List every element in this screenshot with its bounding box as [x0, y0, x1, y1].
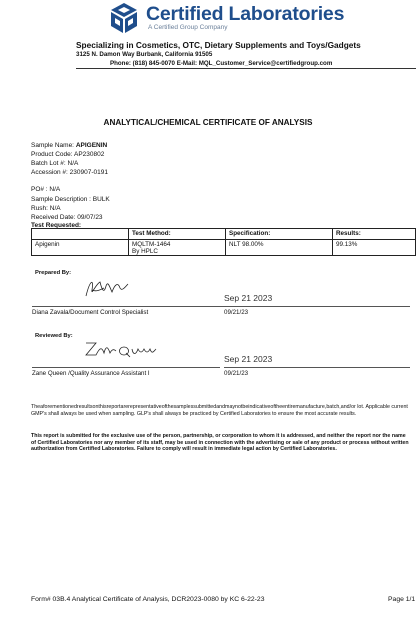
table-row	[32, 240, 416, 256]
header-method: Test Method:	[129, 229, 226, 240]
test-requested-label: Test Requested:	[31, 222, 82, 229]
prepared-name: Diana Zavala/Document Control Specialist	[32, 309, 149, 316]
po-number: PO# : N/A	[31, 186, 61, 193]
reviewed-name: Zane Queen /Quality Assurance Assistant I	[32, 370, 150, 377]
rush: Rush: N/A	[31, 205, 61, 212]
header-divider	[76, 68, 416, 69]
row-spec: NLT 98.00%	[226, 240, 333, 256]
reviewed-date-line	[224, 367, 410, 368]
prepared-by-label: Prepared By:	[35, 270, 72, 276]
row-method-line2: By HPLC	[132, 247, 158, 255]
usage-notice: This report is submitted for the exclusive use of the person, partnership, or corporation to whom it is addressed, and neither the report nor the name of Certified Laboratories nor any member of its staff, may be used in connection with the advertising or sale of any product or process without written authorization from Certified Laboratories. Failure to comply will result in immediate legal action by Certified Laboratories.	[31, 433, 409, 453]
prepared-signature	[82, 276, 130, 300]
reviewed-date-small: 09/21/23	[224, 370, 249, 377]
sample-description: Sample Description : BULK	[31, 196, 110, 203]
row-test: Apigenin	[32, 240, 129, 256]
product-code: Product Code: AP230802	[31, 151, 105, 158]
page-title: ANALYTICAL/CHEMICAL CERTIFICATE OF ANALYSIS	[103, 118, 313, 127]
lab-address: 3125 N. Damon Way Burbank, California 91505	[76, 51, 213, 58]
table-header-row	[32, 229, 416, 240]
header-spec: Specification:	[226, 229, 333, 240]
received-date: Received Date: 09/07/23	[31, 214, 103, 221]
specialization-line: Specializing in Cosmetics, OTC, Dietary Supplements and Toys/Gadgets	[76, 40, 361, 50]
certified-cube-logo-icon	[108, 2, 140, 34]
prepared-signature-line	[32, 306, 410, 307]
brand-tagline: A Certified Group Company	[148, 24, 228, 31]
reviewed-date: Sep 21 2023	[224, 354, 273, 364]
row-result: 99.13%	[333, 240, 416, 256]
row-method	[129, 240, 226, 256]
sample-name	[31, 142, 107, 149]
header-test-cell	[32, 229, 129, 240]
brand-name: Certified Laboratories	[146, 3, 345, 25]
row-method-line1: MQLTM-1464	[132, 240, 171, 248]
accession-number: Accession #: 230907-0191	[31, 169, 108, 176]
reviewed-signature	[82, 337, 158, 359]
prepared-date-small: 09/21/23	[224, 309, 249, 316]
disclaimer-text: Theaforementionedresultsonthisreportarerepresentativeofthesamplessubmittedandmaynotbeindicativeoftheentiremanufacture,batch,and/or lot. Applicable current GMP's shall always be used when sampling. GLP's shall always be practiced by Certified Laboratories to ensure the most accurate results.	[31, 404, 408, 417]
reviewed-by-label: Reviewed By:	[35, 333, 73, 339]
sample-name-value: APIGENIN	[75, 142, 108, 149]
batch-lot: Batch Lot #: N/A	[31, 160, 79, 167]
lab-contact: Phone: (818) 845-0070 E-Mail: MQL_Customer_Service@certifiedgroup.com	[110, 59, 333, 67]
reviewed-signature-line	[32, 367, 220, 368]
header-results: Results:	[333, 229, 416, 240]
sample-name-label: Sample Name:	[31, 142, 74, 149]
results-table	[31, 228, 416, 256]
page-number: Page 1/1	[388, 596, 416, 603]
prepared-date: Sep 21 2023	[224, 293, 273, 303]
form-number: Form# 03B.4 Analytical Certificate of Analysis, DCR2023-0080 by KC 6-22-23	[31, 596, 265, 603]
